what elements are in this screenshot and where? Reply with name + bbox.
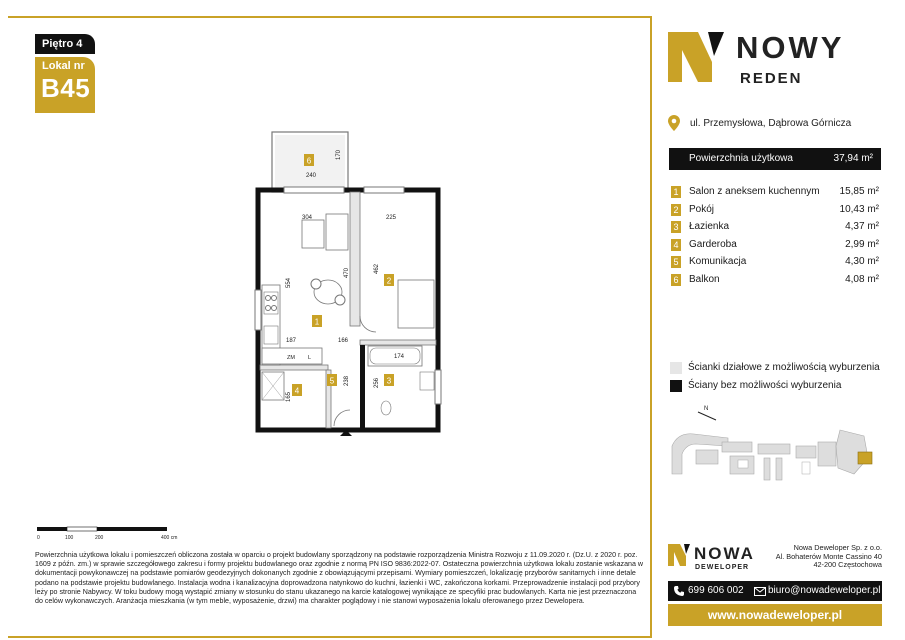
- dim-170: 170: [336, 149, 342, 160]
- unit-number: B45: [41, 73, 91, 103]
- legend-label: Ściany bez możliwości wyburzenia: [688, 380, 842, 391]
- usable-area-value: 37,94 m²: [833, 153, 873, 164]
- unit-badge: [35, 57, 95, 113]
- dim-256: 256: [374, 377, 380, 388]
- dim-165: 165: [286, 391, 292, 402]
- map-pin-icon: [668, 115, 680, 131]
- room-row: [671, 186, 879, 204]
- legend-item-structural: [670, 380, 885, 398]
- mail-icon: [754, 587, 766, 596]
- room-row: [671, 239, 879, 257]
- fixture-zm: ZM: [287, 355, 295, 361]
- bottom-rule: [8, 636, 650, 638]
- phone-number[interactable]: 699 606 002: [688, 585, 744, 596]
- legend-swatch-dark: [670, 380, 682, 392]
- legend-swatch-light: [670, 362, 682, 374]
- dim-238: 238: [344, 375, 350, 386]
- room-tag-3: 3: [386, 376, 392, 386]
- room-name: Łazienka: [689, 221, 730, 232]
- room-row: [671, 274, 879, 292]
- room-number: 5: [671, 256, 681, 268]
- unit-label: Lokal nr: [42, 60, 85, 72]
- dim-240: 240: [306, 173, 317, 179]
- developer-sub: DEWELOPER: [695, 564, 750, 571]
- email-link[interactable]: biuro@nowadeweloper.pl: [768, 585, 881, 596]
- room-area: 10,43 m²: [839, 203, 879, 215]
- room-row: [671, 256, 879, 274]
- brand-name: NOWY: [736, 30, 845, 65]
- usable-area-header: [669, 148, 881, 170]
- site-map: [668, 402, 880, 492]
- scale-label-100: 100: [65, 535, 74, 541]
- brand-logo: [668, 30, 878, 90]
- legend-label: Ścianki działowe z możliwością wyburzenia: [688, 362, 880, 373]
- room-tag-1: 1: [314, 317, 320, 327]
- top-rule: [8, 16, 650, 18]
- floor-plan: [240, 120, 480, 440]
- dim-166: 166: [338, 338, 349, 344]
- room-row: [671, 221, 879, 239]
- room-list: [671, 186, 879, 291]
- scale-label-200: 200: [95, 535, 104, 541]
- compass-arrow-icon: [698, 412, 716, 420]
- room-area: 2,99 m²: [845, 238, 879, 250]
- room-name: Garderoba: [689, 238, 737, 250]
- developer-info: [776, 544, 882, 570]
- room-tag-4: 4: [294, 386, 300, 396]
- room-number: 3: [671, 221, 681, 233]
- room-area: 4,08 m²: [845, 273, 879, 285]
- dim-187: 187: [286, 338, 297, 344]
- vertical-divider: [650, 16, 652, 638]
- disclaimer-text: Powierzchnia użytkowa lokalu i pomieszczeń obliczona została w oparciu o projekt budowlany sporządzony na podstawie rozporządzenia Ministra Rozwoju z 11.09.2020 r. (Dz.U. z 2020 r. poz. 1609 z późn. zm.) w sprawie szczegółowego zakresu i formy projektu budowlanego oraz zgodnie z normą PN ISO 9836:2022-07. Ostateczna powierzchnia użytkowa lokalu zostanie wskazana w dokumentacji powykonawczej na podstawie pomiarów geodezyjnych dokonanych zgodnie z obowiązującymi przepisami. Wymiary pomieszczeń, lokalizację przyborów sanitarnych i inne detale podano na podstawie projektu budowlanego. Instalacja wodna i kanalizacyjna doprowadzona natynkowo do kuchni, łazienki i WC, zakończona korkami. Przeprowadzenie instalacji pod przybory leży po stronie Nabywcy. W toku budowy mogą wystąpić zmiany w stosunku do stanu ukazanego na karcie katalogowej wynikające ze specyfiki prac budowlanych. Karta nie jest przeznaczona do celów wykonawczych. Aranżacja mieszkania (w tym meble, wyposażenie, drzwi) ma charakter poglądowy i nie stanowi wyposażenia lokalu oferowanego przez Dewelopera.: [35, 551, 644, 606]
- room-area: 15,85 m²: [839, 186, 879, 197]
- scale-label-0: 0: [37, 535, 40, 541]
- brand-n-icon: [668, 32, 726, 82]
- scale-bar: [35, 522, 185, 542]
- developer-street: Al. Bohaterów Monte Cassino 40: [775, 551, 882, 561]
- dim-462: 462: [374, 263, 380, 274]
- room-name: Balkon: [689, 273, 720, 285]
- room-area: 4,30 m²: [845, 256, 879, 267]
- room-name: Komunikacja: [689, 256, 747, 267]
- room-area: 4,37 m²: [845, 221, 879, 232]
- room-number: 2: [671, 204, 681, 216]
- room-row: [671, 204, 879, 222]
- fixture-l: L: [308, 355, 312, 361]
- legend-item-removable: [670, 362, 885, 380]
- room-tag-2: 2: [386, 276, 392, 286]
- developer-name: NOWA: [694, 544, 755, 563]
- floor-badge: Piętro 4: [35, 34, 95, 54]
- room-number: 6: [671, 274, 681, 286]
- dim-225: 225: [386, 215, 397, 221]
- room-tag-6: 6: [306, 156, 312, 166]
- developer-company: Nowa Deweloper Sp. z o.o.: [793, 543, 882, 552]
- dim-174: 174: [394, 354, 405, 360]
- contact-bar: [668, 581, 882, 601]
- developer-logo: [668, 544, 880, 578]
- website-link[interactable]: www.nowadeweloper.pl: [668, 604, 882, 626]
- dim-470: 470: [344, 267, 350, 278]
- compass-n: N: [704, 406, 709, 412]
- site-map-unit-marker: [858, 452, 872, 464]
- developer-n-icon: [668, 544, 690, 566]
- usable-area-label: Powierzchnia użytkowa: [689, 153, 793, 164]
- room-number: 4: [671, 239, 681, 251]
- wall-legend: [670, 362, 885, 398]
- developer-city: 42-200 Częstochowa: [813, 560, 882, 570]
- room-name: Pokój: [689, 203, 715, 215]
- scale-label-400: 400 cm: [161, 535, 178, 541]
- brand-sub: REDEN: [740, 70, 803, 87]
- room-tag-5: 5: [329, 376, 335, 386]
- dim-554: 554: [286, 277, 292, 288]
- address-text: ul. Przemysłowa, Dąbrowa Górnicza: [690, 118, 852, 129]
- room-name: Salon z aneksem kuchennym: [689, 186, 820, 197]
- phone-icon: [674, 586, 684, 596]
- dim-304: 304: [302, 215, 313, 221]
- room-number: 1: [671, 186, 681, 198]
